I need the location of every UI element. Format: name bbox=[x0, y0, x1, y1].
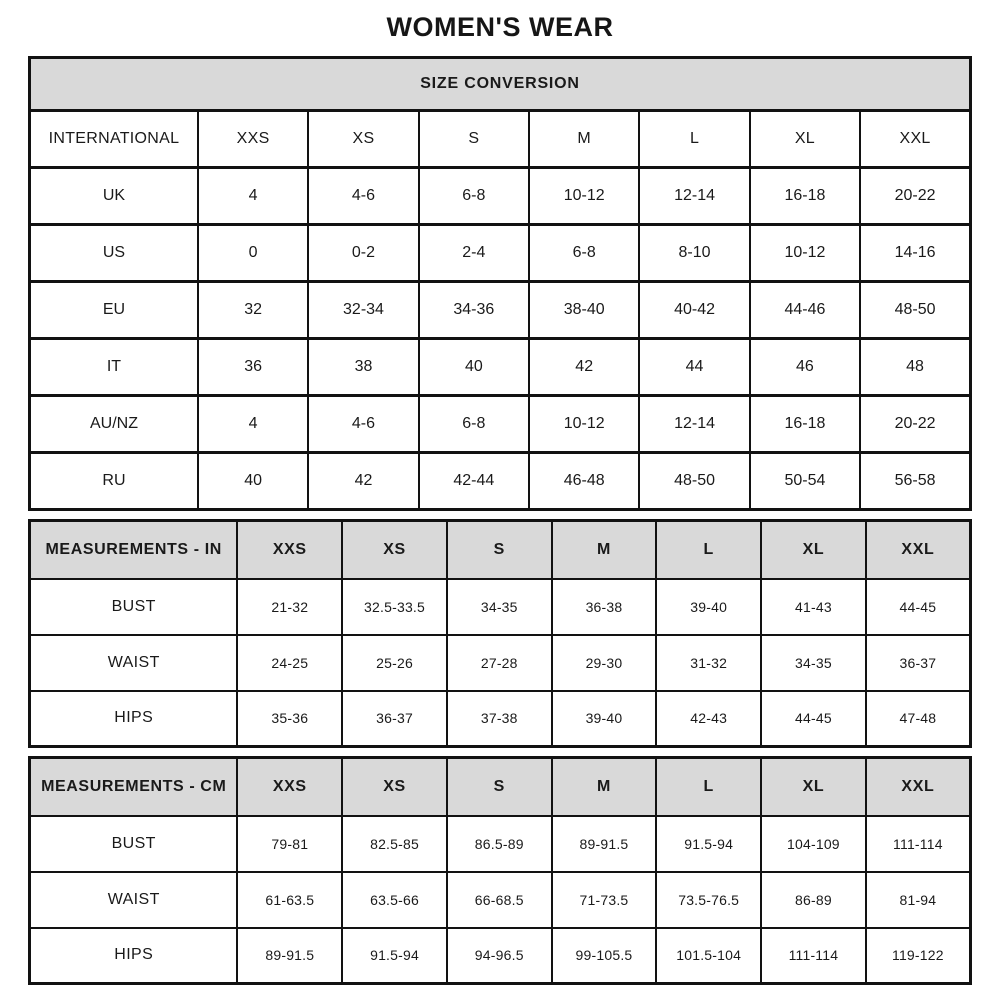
value-cell: 12-14 bbox=[639, 168, 749, 225]
table-row bbox=[30, 816, 971, 872]
value-cell: 34-35 bbox=[447, 579, 552, 635]
row-label: WAIST bbox=[30, 872, 238, 928]
value-cell: 2-4 bbox=[419, 225, 529, 282]
value-cell: 94-96.5 bbox=[447, 928, 552, 984]
value-cell: 42-44 bbox=[419, 453, 529, 510]
row-label: BUST bbox=[30, 579, 238, 635]
value-cell: 42 bbox=[529, 339, 639, 396]
table-row bbox=[30, 928, 971, 984]
row-label: MEASUREMENTS - CM bbox=[30, 758, 238, 816]
value-cell: 39-40 bbox=[656, 579, 761, 635]
size-column-header: M bbox=[552, 758, 657, 816]
size-column-header: L bbox=[656, 758, 761, 816]
value-cell: 38-40 bbox=[529, 282, 639, 339]
value-cell: 56-58 bbox=[860, 453, 970, 510]
size-column-header: XXS bbox=[237, 758, 342, 816]
value-cell: 6-8 bbox=[419, 168, 529, 225]
value-cell: 81-94 bbox=[866, 872, 971, 928]
value-cell: 32 bbox=[198, 282, 308, 339]
value-cell: 20-22 bbox=[860, 168, 970, 225]
table-row bbox=[30, 168, 971, 225]
value-cell: 40-42 bbox=[639, 282, 749, 339]
size-column-header: S bbox=[419, 111, 529, 168]
value-cell: 24-25 bbox=[237, 635, 342, 691]
value-cell: 4-6 bbox=[308, 168, 418, 225]
table-row bbox=[30, 339, 971, 396]
value-cell: 86-89 bbox=[761, 872, 866, 928]
size-conversion-title: SIZE CONVERSION bbox=[30, 58, 971, 111]
size-column-header: M bbox=[529, 111, 639, 168]
value-cell: 10-12 bbox=[750, 225, 860, 282]
size-column-header: XL bbox=[750, 111, 860, 168]
value-cell: 86.5-89 bbox=[447, 816, 552, 872]
value-cell: 91.5-94 bbox=[656, 816, 761, 872]
size-column-header: XS bbox=[308, 111, 418, 168]
row-label: HIPS bbox=[30, 928, 238, 984]
size-column-header: L bbox=[656, 521, 761, 579]
value-cell: 46-48 bbox=[529, 453, 639, 510]
size-column-header: XS bbox=[342, 758, 447, 816]
value-cell: 119-122 bbox=[866, 928, 971, 984]
value-cell: 63.5-66 bbox=[342, 872, 447, 928]
value-cell: 89-91.5 bbox=[552, 816, 657, 872]
value-cell: 21-32 bbox=[237, 579, 342, 635]
value-cell: 8-10 bbox=[639, 225, 749, 282]
value-cell: 4 bbox=[198, 396, 308, 453]
row-label: HIPS bbox=[30, 691, 238, 747]
size-column-header: XXS bbox=[237, 521, 342, 579]
value-cell: 41-43 bbox=[761, 579, 866, 635]
value-cell: 39-40 bbox=[552, 691, 657, 747]
value-cell: 73.5-76.5 bbox=[656, 872, 761, 928]
value-cell: 32-34 bbox=[308, 282, 418, 339]
value-cell: 20-22 bbox=[860, 396, 970, 453]
value-cell: 10-12 bbox=[529, 168, 639, 225]
value-cell: 42-43 bbox=[656, 691, 761, 747]
size-column-header: S bbox=[447, 758, 552, 816]
value-cell: 10-12 bbox=[529, 396, 639, 453]
value-cell: 111-114 bbox=[866, 816, 971, 872]
value-cell: 44-45 bbox=[866, 579, 971, 635]
value-cell: 16-18 bbox=[750, 396, 860, 453]
value-cell: 6-8 bbox=[529, 225, 639, 282]
size-column-header: XL bbox=[761, 521, 866, 579]
value-cell: 61-63.5 bbox=[237, 872, 342, 928]
value-cell: 35-36 bbox=[237, 691, 342, 747]
value-cell: 104-109 bbox=[761, 816, 866, 872]
value-cell: 32.5-33.5 bbox=[342, 579, 447, 635]
row-label: RU bbox=[30, 453, 198, 510]
row-label: US bbox=[30, 225, 198, 282]
value-cell: 0 bbox=[198, 225, 308, 282]
value-cell: 82.5-85 bbox=[342, 816, 447, 872]
value-cell: 36-37 bbox=[866, 635, 971, 691]
size-column-header: L bbox=[639, 111, 749, 168]
size-conversion-table bbox=[28, 56, 972, 511]
size-column-header: XXL bbox=[866, 521, 971, 579]
row-label: AU/NZ bbox=[30, 396, 198, 453]
value-cell: 0-2 bbox=[308, 225, 418, 282]
size-column-header: S bbox=[447, 521, 552, 579]
row-label: WAIST bbox=[30, 635, 238, 691]
table-row bbox=[30, 635, 971, 691]
size-column-header: XXS bbox=[198, 111, 308, 168]
value-cell: 44-45 bbox=[761, 691, 866, 747]
value-cell: 31-32 bbox=[656, 635, 761, 691]
value-cell: 34-36 bbox=[419, 282, 529, 339]
table-row bbox=[30, 225, 971, 282]
value-cell: 48 bbox=[860, 339, 970, 396]
value-cell: 111-114 bbox=[761, 928, 866, 984]
size-column-header: M bbox=[552, 521, 657, 579]
size-column-header: XS bbox=[342, 521, 447, 579]
value-cell: 6-8 bbox=[419, 396, 529, 453]
value-cell: 46 bbox=[750, 339, 860, 396]
table-row bbox=[30, 872, 971, 928]
value-cell: 44 bbox=[639, 339, 749, 396]
value-cell: 4 bbox=[198, 168, 308, 225]
value-cell: 4-6 bbox=[308, 396, 418, 453]
value-cell: 50-54 bbox=[750, 453, 860, 510]
table-title-row bbox=[30, 58, 971, 111]
value-cell: 36 bbox=[198, 339, 308, 396]
row-label: IT bbox=[30, 339, 198, 396]
table-row bbox=[30, 691, 971, 747]
value-cell: 89-91.5 bbox=[237, 928, 342, 984]
table-row bbox=[30, 579, 971, 635]
value-cell: 12-14 bbox=[639, 396, 749, 453]
row-label: MEASUREMENTS - IN bbox=[30, 521, 238, 579]
value-cell: 29-30 bbox=[552, 635, 657, 691]
size-column-header: XL bbox=[761, 758, 866, 816]
header-row bbox=[30, 111, 971, 168]
value-cell: 16-18 bbox=[750, 168, 860, 225]
value-cell: 66-68.5 bbox=[447, 872, 552, 928]
value-cell: 79-81 bbox=[237, 816, 342, 872]
value-cell: 27-28 bbox=[447, 635, 552, 691]
table-row bbox=[30, 282, 971, 339]
table-row bbox=[30, 453, 971, 510]
size-column-header: XXL bbox=[860, 111, 970, 168]
value-cell: 71-73.5 bbox=[552, 872, 657, 928]
measurements-cm-table bbox=[28, 756, 972, 985]
value-cell: 47-48 bbox=[866, 691, 971, 747]
value-cell: 48-50 bbox=[860, 282, 970, 339]
value-cell: 42 bbox=[308, 453, 418, 510]
header-row bbox=[30, 758, 971, 816]
value-cell: 40 bbox=[198, 453, 308, 510]
value-cell: 99-105.5 bbox=[552, 928, 657, 984]
row-label: INTERNATIONAL bbox=[30, 111, 198, 168]
value-cell: 44-46 bbox=[750, 282, 860, 339]
value-cell: 38 bbox=[308, 339, 418, 396]
value-cell: 101.5-104 bbox=[656, 928, 761, 984]
value-cell: 36-37 bbox=[342, 691, 447, 747]
row-label: BUST bbox=[30, 816, 238, 872]
measurements-in-table bbox=[28, 519, 972, 748]
header-row bbox=[30, 521, 971, 579]
value-cell: 91.5-94 bbox=[342, 928, 447, 984]
value-cell: 48-50 bbox=[639, 453, 749, 510]
value-cell: 25-26 bbox=[342, 635, 447, 691]
value-cell: 14-16 bbox=[860, 225, 970, 282]
size-column-header: XXL bbox=[866, 758, 971, 816]
value-cell: 40 bbox=[419, 339, 529, 396]
table-row bbox=[30, 396, 971, 453]
row-label: UK bbox=[30, 168, 198, 225]
page-title: WOMEN'S WEAR bbox=[386, 12, 614, 42]
value-cell: 36-38 bbox=[552, 579, 657, 635]
value-cell: 37-38 bbox=[447, 691, 552, 747]
value-cell: 34-35 bbox=[761, 635, 866, 691]
row-label: EU bbox=[30, 282, 198, 339]
